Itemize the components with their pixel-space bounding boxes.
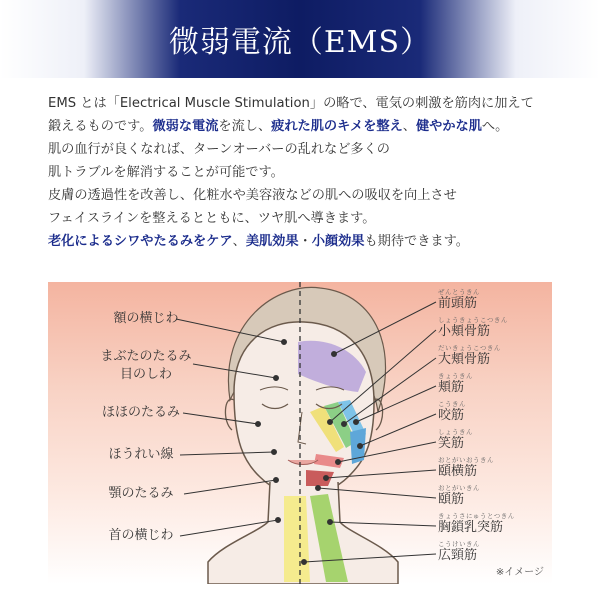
muscle-label-name: 頤筋 <box>438 492 465 507</box>
muscle-label-reading: きょうさにゅうとつきん <box>438 512 515 520</box>
body-text: 、 <box>402 119 416 134</box>
muscle-label-reading: しょうきん <box>438 428 473 436</box>
muscle-label <box>438 540 480 564</box>
muscle-label <box>438 288 480 312</box>
muscle-label <box>438 428 473 452</box>
body-text: フェイスラインを整えるとともに、ツヤ肌へ導きます。 <box>48 211 376 226</box>
muscle-label <box>438 400 466 424</box>
highlighted-text: 疲れた肌のキメを整え <box>271 119 403 134</box>
leader-left-5 <box>184 480 276 494</box>
label-nasolabial-folds: ほうれい線 <box>108 447 174 462</box>
label-jaw-sagging: 顎のたるみ <box>108 486 174 501</box>
description-line <box>48 92 568 115</box>
muscle-label-name: 胸鎖乳突筋 <box>438 520 504 535</box>
face-illustration-panel <box>48 282 552 584</box>
muscle-label-name: 広頸筋 <box>438 548 478 563</box>
body-text: を流し、 <box>218 119 272 134</box>
label-eyelid-sagging: まぶたのたるみ <box>100 349 192 364</box>
description-line <box>48 115 568 138</box>
muscle-label-name: 前頭筋 <box>438 296 478 311</box>
body-text: へ。 <box>481 119 509 134</box>
label-eye-wrinkles: 目のしわ <box>119 367 172 382</box>
muscle-label-name: 大頬骨筋 <box>438 352 491 367</box>
highlighted-text: 健やかな肌 <box>415 119 482 134</box>
muscle-label-name: 咬筋 <box>438 408 465 423</box>
muscle-label <box>438 512 515 536</box>
muscle-label-name: 頬筋 <box>438 380 465 395</box>
muscle-label-reading: きょうきん <box>438 372 473 380</box>
muscle-label-reading: だいきょうこつきん <box>438 344 501 352</box>
description-text <box>48 92 568 253</box>
description-line <box>48 184 568 207</box>
left-ear <box>225 399 234 430</box>
highlighted-text: 小顔効果 <box>311 234 365 249</box>
muscle-label <box>438 484 480 508</box>
highlighted-text: 老化によるシワやたるみをケア <box>48 234 233 249</box>
body-text: 皮膚の透過性を改善し、化粧水や美容液などの肌への吸収を向上させ <box>48 188 457 203</box>
muscle-label <box>438 372 473 396</box>
muscle-label-reading: しょうきょうこつきん <box>438 316 508 324</box>
platysma-muscle <box>284 496 310 582</box>
label-forehead-wrinkles: 額の横じわ <box>113 311 179 326</box>
body-text: 肌の血行が良くなれば、ターンオーバーの乱れなど多くの <box>48 142 390 157</box>
muscle-label <box>438 456 494 480</box>
page-title: 微弱電流（EMS） <box>168 25 432 60</box>
label-neck-wrinkles: 首の横じわ <box>108 528 174 543</box>
description-line <box>48 138 568 161</box>
highlighted-text: 美肌効果 <box>245 234 299 249</box>
leader-right-9 <box>330 522 436 526</box>
description-line <box>48 161 568 184</box>
image-note: ※イメージ <box>495 567 544 578</box>
body-text: 鍛えるものです。 <box>48 119 153 134</box>
muscle-label <box>438 316 508 340</box>
description-line <box>48 230 568 253</box>
muscle-label-reading: こうきん <box>438 400 466 408</box>
body-text: も期待できます。 <box>364 234 469 249</box>
muscle-label-name: 笑筋 <box>438 436 465 451</box>
muscle-label-reading: こうけいきん <box>438 540 480 548</box>
description-line <box>48 207 568 230</box>
body-text: EMS とは「Electrical Muscle Stimulation」の略で、電気の刺激を筋肉に加えて <box>48 96 534 111</box>
body-text: ・ <box>298 234 312 249</box>
body-text: 、 <box>232 234 246 249</box>
muscle-label-reading: おとがいおうきん <box>438 456 494 464</box>
muscle-label-reading: おとがいきん <box>438 484 480 492</box>
muscle-label-name: 頤横筋 <box>438 464 478 479</box>
muscle-label-reading: ぜんとうきん <box>438 288 480 296</box>
muscle-label-name: 小頬骨筋 <box>438 324 491 339</box>
label-cheek-sagging: ほほのたるみ <box>101 405 180 420</box>
muscle-label <box>438 344 501 368</box>
body-text: 肌トラブルを解消することが可能です。 <box>48 165 284 180</box>
highlighted-text: 微弱な電流 <box>152 119 219 134</box>
